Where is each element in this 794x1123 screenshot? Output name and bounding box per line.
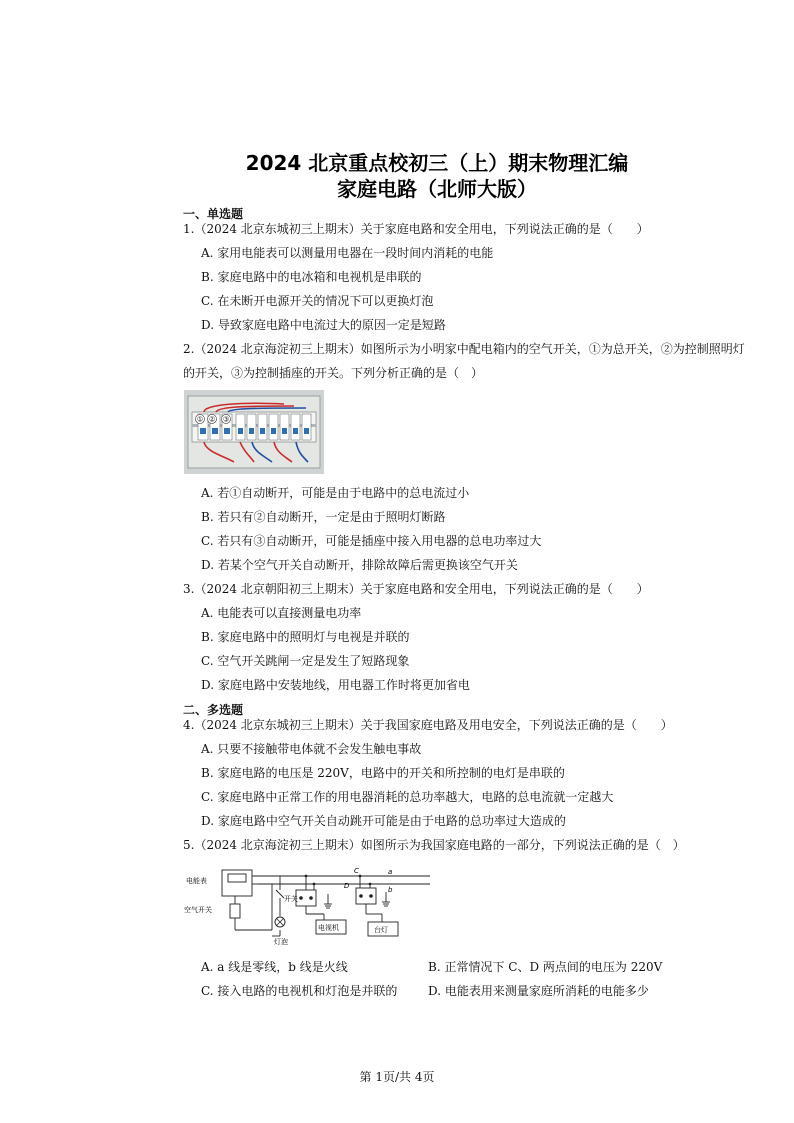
household-circuit-diagram [184, 864, 430, 950]
page-footer: 第 1页/共 4页 [359, 1070, 435, 1084]
question-1-stem: 1.（2024 北京东城初三上期末）关于家庭电路和安全用电，下列说法正确的是（ ） [183, 222, 649, 236]
breaker-label-2: ② [208, 415, 216, 424]
question-3-option-c: C. 空气开关跳闸一定是发生了短路现象 [201, 654, 410, 668]
question-2-option-a: A. 若①自动断开，可能是由于电路中的总电流过小 [201, 486, 470, 500]
question-3-option-b: B. 家庭电路中的照明灯与电视是并联的 [201, 630, 410, 644]
question-1-option-a: A. 家用电能表可以测量用电器在一段时间内消耗的电能 [201, 246, 494, 260]
question-5-option-b: B. 正常情况下 C、D 两点间的电压为 220V [428, 960, 663, 974]
question-4-stem: 4.（2024 北京东城初三上期末）关于我国家庭电路及用电安全，下列说法正确的是（ ） [183, 718, 673, 732]
label-point-d: D [344, 882, 350, 890]
label-wire-b: b [388, 886, 393, 894]
question-1-option-b: B. 家庭电路中的电冰箱和电视机是串联的 [201, 270, 422, 284]
question-4-option-c: C. 家庭电路中正常工作的用电器消耗的总功率越大，电路的总电流就一定越大 [201, 790, 614, 804]
question-5-stem: 5.（2024 北京海淀初三上期末）如图所示为我国家庭电路的一部分，下列说法正确的是（ ） [183, 838, 685, 852]
label-tv: 电视机 [318, 924, 339, 932]
label-switch: 开关 [284, 895, 298, 903]
label-electric-meter: 电能表 [186, 877, 207, 885]
question-2-option-d: D. 若某个空气开关自动断开，排除故障后需更换该空气开关 [201, 558, 518, 572]
question-1-option-c: C. 在未断开电源开关的情况下可以更换灯泡 [201, 294, 434, 308]
question-2-option-b: B. 若只有②自动断开，一定是由于照明灯断路 [201, 510, 446, 524]
question-4-option-d: D. 家庭电路中空气开关自动跳开可能是由于电路的总功率过大造成的 [201, 814, 566, 828]
document-subtitle: 家庭电路（北师大版） [337, 177, 537, 201]
label-bulb: 灯泡 [274, 938, 288, 946]
question-5-option-d: D. 电能表用来测量家庭所消耗的电能多少 [428, 984, 649, 998]
question-3-option-d: D. 家庭电路中安装地线，用电器工作时将更加省电 [201, 678, 470, 692]
section-single-choice: 一、单选题 [183, 207, 244, 221]
question-2-stem-line1: 2.（2024 北京海淀初三上期末）如图所示为小明家中配电箱内的空气开关，①为总开关，②为控制照明灯 [183, 342, 745, 356]
question-5-option-a: A. a 线是零线，b 线是火线 [201, 960, 348, 974]
question-2-option-c: C. 若只有③自动断开，可能是插座中接入用电器的总电功率过大 [201, 534, 542, 548]
question-4-option-a: A. 只要不接触带电体就不会发生触电事故 [201, 742, 422, 756]
label-desk-lamp: 台灯 [374, 926, 388, 934]
question-3-stem: 3.（2024 北京朝阳初三上期末）关于家庭电路和安全用电，下列说法正确的是（ ） [183, 582, 649, 596]
label-wire-a: a [388, 868, 393, 876]
question-1-option-d: D. 导致家庭电路中电流过大的原因一定是短路 [201, 318, 446, 332]
question-4-option-b: B. 家庭电路的电压是 220V，电路中的开关和所控制的电灯是串联的 [201, 766, 565, 780]
document-title: 2024 北京重点校初三（上）期末物理汇编 [245, 151, 629, 175]
breaker-box-photo [184, 390, 324, 474]
label-point-c: C [354, 867, 359, 875]
breaker-label-1: ① [196, 415, 204, 424]
section-multiple-choice: 二、多选题 [183, 703, 244, 717]
question-3-option-a: A. 电能表可以直接测量电功率 [201, 606, 362, 620]
question-5-option-c: C. 接入电路的电视机和灯泡是并联的 [201, 984, 398, 998]
label-air-switch: 空气开关 [184, 906, 212, 914]
breaker-label-3: ③ [222, 415, 230, 424]
question-2-stem-line2: 的开关，③为控制插座的开关。下列分析正确的是（ ） [183, 366, 484, 380]
